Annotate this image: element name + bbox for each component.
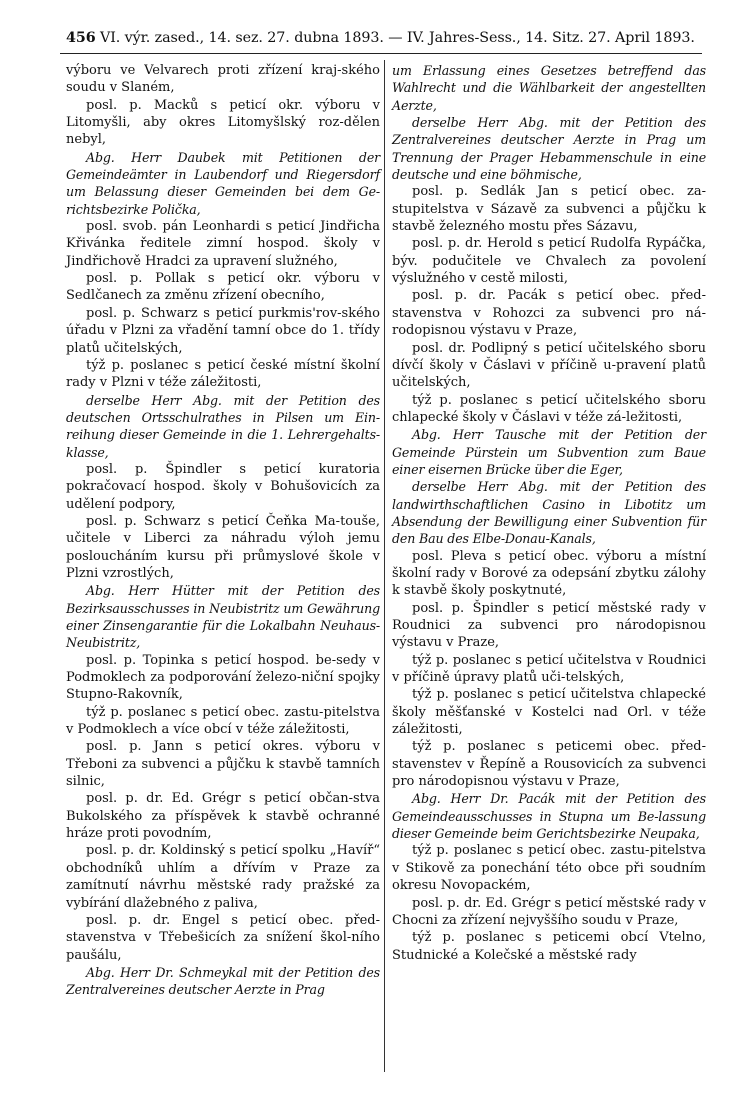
petition-entry: týž p. poslanec s peticí obec. zastu-pitelstva v Stikově za ponechání této obce při soudním okresu Novopackém, <box>392 843 706 894</box>
petition-entry: posl. dr. Podlipný s peticí učitelského sboru dívčí školy v Čáslavi v příčině u-pravení platů učitelských, <box>392 340 706 391</box>
petition-entry: posl. Pleva s peticí obec. výboru a místní školní rady v Borové za odepsání zbytku zálohy k stavbě školy poskytnuté, <box>392 548 706 599</box>
petition-entry: posl. p. Špindler s peticí kuratoria pokračovací hospod. školy v Bohušovicích za udělení podpory, <box>66 461 380 512</box>
petition-entry: Abg. Herr Dr. Schmeykal mit der Petition des Zentralvereines deutscher Aerzte in Prag <box>66 964 380 998</box>
petition-entry: posl. p. dr. Engel s peticí obec. před-stavenstva v Třebešicích za snížení škol-ního paušálu, <box>66 912 380 963</box>
petition-entry: posl. p. dr. Herold s peticí Rudolfa Rypáčka, býv. podučitele ve Chvalech za povolení výslužného v cestě milosti, <box>392 236 706 287</box>
petition-entry: posl. p. Macků s peticí okr. výboru v Litomyšli, aby okres Litomyšlský roz-dělen nebyl, <box>66 97 380 148</box>
petition-entry: posl. p. Špindler s peticí městské rady v Roudnici za subvenci pro národopisnou výstavu v Praze, <box>392 600 706 651</box>
page-number: 456 <box>66 30 96 46</box>
petition-entry: posl. p. dr. Pacák s peticí obec. před-stavenstva v Rohozci za subvenci pro ná-rodopisnou výstavu v Praze, <box>392 288 706 339</box>
petition-entry: Abg. Herr Tausche mit der Petition der Gemeinde Pürstein um Subvention zum Baue einer eisernen Brücke über die Eger, <box>392 427 706 477</box>
column-divider <box>384 60 385 1072</box>
petition-entry: derselbe Herr Abg. mit der Petition des landwirthschaftlichen Casino in Libotitz um Absendung der Bewilligung einer Subvention für den Bau des Elbe-Donau-Kanals, <box>392 479 706 547</box>
petition-entry: posl. p. Schwarz s peticí Čeňka Ma-touše, učitele v Liberci za náhradu výloh jemu posloucháním kursu při průmyslové škole v Plzni vzrostlých, <box>66 513 380 581</box>
header-text: VI. výr. zased., 14. sez. 27. dubna 1893. — IV. Jahres-Sess., 14. Sitz. 27. April 1893. <box>100 30 695 46</box>
page-header <box>66 30 698 52</box>
petition-entry: derselbe Herr Abg. mit der Petition des Zentralvereines deutscher Aerzte in Prag um Trennung der Prager Hebammenschule in eine deutsche und eine böhmische, <box>392 115 706 183</box>
left-column <box>66 62 380 999</box>
petition-entry: posl. p. dr. Ed. Grégr s peticí občan-stva Bukolského za příspěvek k stavbě ochranné hráze proti povodním, <box>66 791 380 842</box>
petition-entry: výboru ve Velvarech proti zřízení kraj-ského soudu v Slaném, <box>66 63 380 96</box>
petition-entry: posl. p. Sedlák Jan s peticí obec. za-stupitelstva v Sázavě za subvenci a půjčku k stavbě železného mostu přes Sázavu, <box>392 184 706 235</box>
petition-entry: týž p. poslanec s peticí učitelstva chlapecké školy měšťanské v Kostelci nad Orl. v téže záležitosti, <box>392 687 706 738</box>
petition-entry: posl. svob. pán Leonhardi s peticí Jindřicha Křivánka ředitele zimní hospod. školy v Jindřichově Hradci za upravení služného, <box>66 219 380 269</box>
petition-entry: posl. p. Pollak s peticí okr. výboru v Sedlčanech za změnu zřízení obecního, <box>66 271 380 304</box>
petition-entry: um Erlassung eines Gesetzes betreffend das Wahlrecht und die Wählbarkeit der angestellten Aerzte, <box>392 63 706 113</box>
header-rule <box>60 53 702 54</box>
petition-entry: týž p. poslanec s peticí obec. zastu-pitelstva v Podmoklech a více obcí v téže záležitosti, <box>66 704 380 738</box>
petition-entry: posl. p. dr. Koldinský s peticí spolku „Havíř“ obchodníků uhlím a dřívím v Praze za zamítnutí návrhu městské rady pražské za vybírání dlažebného z paliva, <box>66 843 380 911</box>
petition-entry: týž p. poslanec s peticemi obcí Vtelno, Studnické a Kolečské a městské rady <box>392 930 706 963</box>
petition-entry: Abg. Herr Hütter mit der Petition des Bezirksausschusses in Neubistritz um Gewährung einer Zinsengarantie für die Lokalbahn Neuhaus-Neubistritz, <box>66 583 380 651</box>
right-column <box>392 62 706 964</box>
petition-entry: derselbe Herr Abg. mit der Petition des deutschen Ortsschulrathes in Pilsen um Ein-reihung dieser Gemeinde in die 1. Lehrergehalts-klasse, <box>66 392 380 460</box>
petition-entry: Abg. Herr Dr. Pacák mit der Petition des Gemeindeausschusses in Stupna um Be-lassung dieser Gemeinde beim Gerichtsbezirke Neupaka, <box>392 791 706 842</box>
petition-entry: týž p. poslanec s peticí české místní školní rady v Plzni v téže záležitosti, <box>66 357 380 391</box>
petition-entry: posl. p. dr. Ed. Grégr s peticí městské rady v Chocni za zřízení nejvyššího soudu v Praze, <box>392 895 706 928</box>
petition-entry: posl. p. Jann s peticí okres. výboru v Třeboni za subvenci a půjčku k stavbě tamních silnic, <box>66 739 380 790</box>
petition-entry: týž p. poslanec s peticí učitelstva v Roudnici v příčině úpravy platů uči-telských, <box>392 652 706 686</box>
petition-entry: posl. p. Schwarz s peticí purkmis'rov-ského úřadu v Plzni za vřadění tamní obce do 1. třídy platů učitelských, <box>66 305 380 356</box>
petition-entry: Abg. Herr Daubek mit Petitionen der Gemeindeämter in Laubendorf und Riegersdorf um Belassung dieser Gemeinden bei dem Ge-richtsbezirke Polička, <box>66 149 380 217</box>
petition-entry: týž p. poslanec s peticí učitelského sboru chlapecké školy v Čáslavi v téže zá-ležitosti, <box>392 392 706 425</box>
petition-entry: posl. p. Topinka s peticí hospod. be-sedy v Podmoklech za podporování železo-niční spojky Stupno-Rakovník, <box>66 652 380 703</box>
petition-entry: týž p. poslanec s peticemi obec. před-stavenstev v Řepíně a Rousovicích za subvenci pro národopisnou výstavu v Praze, <box>392 739 706 790</box>
